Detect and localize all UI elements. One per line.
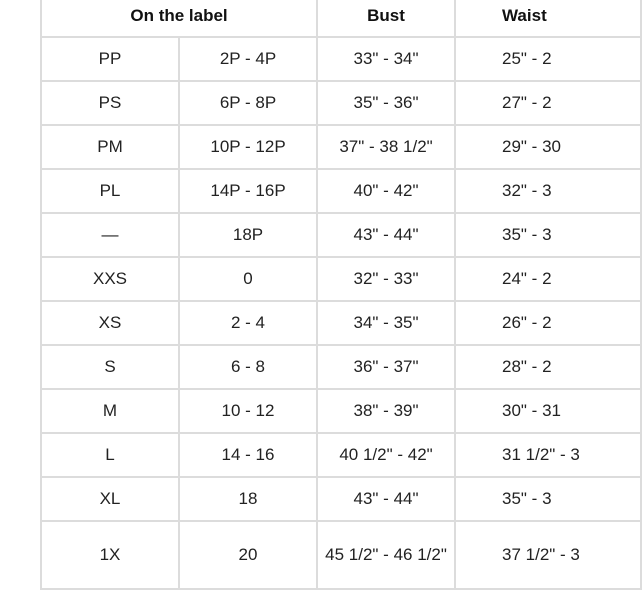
size-cell: L [41,433,179,477]
table-row [41,389,641,433]
table-row [41,477,641,521]
bust-cell: 40" - 42" [317,169,455,213]
size-chart-table [40,0,642,590]
table-row [41,213,641,257]
waist-cell: 35" - 3 [455,213,641,257]
numeric-size-cell: 14 - 16 [179,433,317,477]
numeric-size-cell: 6P - 8P [179,81,317,125]
numeric-size-cell: 2P - 4P [179,37,317,81]
numeric-size-cell: 14P - 16P [179,169,317,213]
waist-cell: 37 1/2" - 3 [455,521,641,589]
waist-cell: 31 1/2" - 3 [455,433,641,477]
header-on-the-label: On the label [41,0,317,37]
table-row [41,169,641,213]
bust-cell: 36" - 37" [317,345,455,389]
numeric-size-cell: 18P [179,213,317,257]
size-cell: XXS [41,257,179,301]
waist-cell: 28" - 2 [455,345,641,389]
header-bust: Bust [317,0,455,37]
numeric-size-cell: 0 [179,257,317,301]
size-cell: M [41,389,179,433]
size-cell: XS [41,301,179,345]
table-row [41,257,641,301]
bust-cell: 32" - 33" [317,257,455,301]
numeric-size-cell: 18 [179,477,317,521]
table-row [41,81,641,125]
size-cell: PS [41,81,179,125]
waist-cell: 24" - 2 [455,257,641,301]
numeric-size-cell: 10 - 12 [179,389,317,433]
waist-cell: 35" - 3 [455,477,641,521]
size-cell: S [41,345,179,389]
bust-cell: 43" - 44" [317,477,455,521]
waist-cell: 29" - 30 [455,125,641,169]
waist-cell: 27" - 2 [455,81,641,125]
size-cell: 1X [41,521,179,589]
waist-cell: 26" - 2 [455,301,641,345]
numeric-size-cell: 2 - 4 [179,301,317,345]
bust-cell: 34" - 35" [317,301,455,345]
table-row [41,37,641,81]
bust-cell: 45 1/2" - 46 1/2" [317,521,455,589]
size-cell: — [41,213,179,257]
table-row [41,301,641,345]
size-cell: PM [41,125,179,169]
numeric-size-cell: 6 - 8 [179,345,317,389]
size-cell: XL [41,477,179,521]
waist-cell: 25" - 2 [455,37,641,81]
bust-cell: 43" - 44" [317,213,455,257]
size-cell: PP [41,37,179,81]
bust-cell: 40 1/2" - 42" [317,433,455,477]
numeric-size-cell: 10P - 12P [179,125,317,169]
header-waist: Waist [455,0,641,37]
waist-cell: 30" - 31 [455,389,641,433]
header-row [41,0,641,37]
bust-cell: 38" - 39" [317,389,455,433]
bust-cell: 33" - 34" [317,37,455,81]
bust-cell: 37" - 38 1/2" [317,125,455,169]
table-row [41,521,641,589]
table-row [41,433,641,477]
table-row [41,345,641,389]
bust-cell: 35" - 36" [317,81,455,125]
waist-cell: 32" - 3 [455,169,641,213]
size-cell: PL [41,169,179,213]
table-row [41,125,641,169]
numeric-size-cell: 20 [179,521,317,589]
